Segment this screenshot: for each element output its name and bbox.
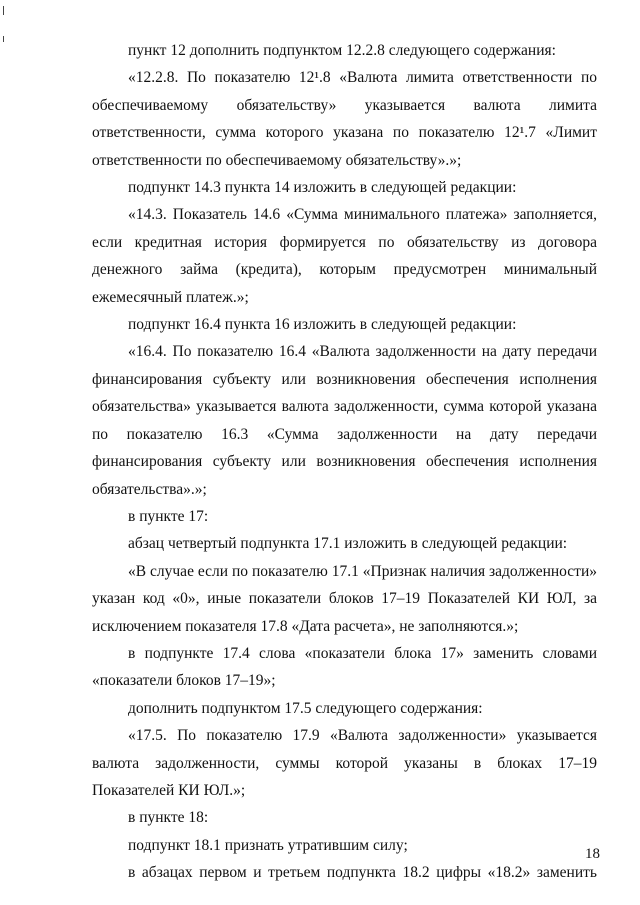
paragraph: «В случае если по показателю 17.1 «Признак наличия задолженности» указан код «0», иные показатели блоков 17–19 Показателей КИ ЮЛ, за исключением показателя 17.8 «Дата расчета», не заполняются.»;: [92, 562, 597, 635]
paragraph: в абзацах первом и третьем подпункта 18.2 цифры «18.2» заменить: [128, 864, 597, 882]
paragraph: «14.3. Показатель 14.6 «Сумма минимального платежа» заполняется, если кредитная история формируется по обязательству из договора денежного займа (кредита), которым предусмотрен минимальный ежемесячный платеж.»;: [92, 206, 597, 306]
paragraph: дополнить подпунктом 17.5 следующего содержания:: [128, 699, 483, 717]
paragraph: «12.2.8. По показателю 12¹.8 «Валюта лимита ответственности по обеспечиваемому обязательству» указывается валюта лимита ответственности, сумма которого указана по показателю 12¹.7 «Лимит ответственности по обеспечиваемому обязательству».»;: [92, 69, 597, 169]
paragraph: в подпункте 17.4 слова «показатели блока 17» заменить словами «показатели блоков 17–19»;: [92, 644, 597, 690]
paragraph: подпункт 14.3 пункта 14 изложить в следующей редакции:: [128, 179, 517, 197]
paragraph: в пункте 18:: [128, 809, 209, 827]
paragraph: «17.5. По показателю 17.9 «Валюта задолженности» указывается валюта задолженности, суммы которой указаны в блоках 17–19 Показателей КИ ЮЛ.»;: [92, 727, 597, 799]
paragraph: пункт 12 дополнить подпунктом 12.2.8 следующего содержания:: [128, 42, 556, 59]
paragraph: подпункт 16.4 пункта 16 изложить в следующей редакции:: [128, 316, 517, 334]
scan-artifact: [3, 36, 4, 42]
paragraph: в пункте 17:: [128, 507, 209, 525]
document-body: [92, 37, 597, 887]
paragraph: подпункт 18.1 признать утратившим силу;: [128, 836, 408, 854]
scan-artifact: [3, 6, 4, 15]
paragraph: «16.4. По показателю 16.4 «Валюта задолженности на дату передачи финансирования субъекту или возникновения обеспечения исполнения обязательства» указывается валюта задолженности, сумма которой указана по показателю 16.3 «Сумма задолженности на дату передачи финансирования субъекту или возникновения обеспечения исполнения обязательства».»;: [92, 343, 597, 498]
paragraph: абзац четвертый подпункта 17.1 изложить в следующей редакции:: [128, 535, 568, 553]
page-number: 18: [585, 846, 600, 862]
